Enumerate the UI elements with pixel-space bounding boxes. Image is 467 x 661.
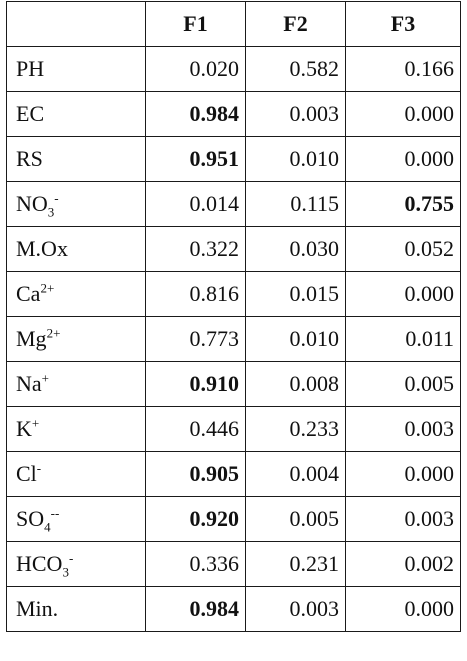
value-cell-f2: 0.004 [246, 452, 346, 497]
value-cell-f2: 0.115 [246, 182, 346, 227]
value-cell-f3: 0.755 [346, 182, 461, 227]
table-row [7, 497, 461, 542]
row-label [7, 47, 146, 92]
row-label-base: RS [16, 146, 43, 171]
row-label [7, 362, 146, 407]
value-cell-f2: 0.008 [246, 362, 346, 407]
value-cell-f3: 0.000 [346, 92, 461, 137]
value-cell-f1: 0.336 [146, 542, 246, 587]
value-cell-f1: 0.984 [146, 587, 246, 632]
table-row [7, 137, 461, 182]
value-cell-f1: 0.910 [146, 362, 246, 407]
value-cell-f1: 0.020 [146, 47, 246, 92]
value-cell-f2: 0.005 [246, 497, 346, 542]
row-label-base: SO [16, 506, 45, 531]
table-row [7, 47, 461, 92]
row-label [7, 452, 146, 497]
value-cell-f1: 0.920 [146, 497, 246, 542]
row-label-base: EC [16, 101, 45, 126]
table-row [7, 452, 461, 497]
header-cell-f2: F2 [246, 2, 346, 47]
value-cell-f2: 0.010 [246, 317, 346, 362]
row-label [7, 227, 146, 272]
value-cell-f3: 0.000 [346, 272, 461, 317]
value-cell-f2: 0.233 [246, 407, 346, 452]
row-label-base: NO [16, 191, 48, 216]
value-cell-f3: 0.002 [346, 542, 461, 587]
table-row [7, 272, 461, 317]
header-cell-f3: F3 [346, 2, 461, 47]
row-label [7, 587, 146, 632]
row-label-base: HCO [16, 551, 63, 576]
row-label-base: PH [16, 56, 45, 81]
row-label-superscript: + [31, 415, 40, 431]
value-cell-f1: 0.446 [146, 407, 246, 452]
value-cell-f1: 0.322 [146, 227, 246, 272]
value-cell-f1: 0.773 [146, 317, 246, 362]
row-label-subscript: 3 [47, 204, 55, 220]
row-label [7, 272, 146, 317]
value-cell-f3: 0.000 [346, 137, 461, 182]
value-cell-f2: 0.231 [246, 542, 346, 587]
row-label-superscript: 2+ [40, 280, 55, 296]
row-label [7, 497, 146, 542]
row-label-base: Ca [16, 281, 41, 306]
row-label-base: Mg [16, 326, 47, 351]
value-cell-f3: 0.003 [346, 407, 461, 452]
row-label-superscript: -- [50, 505, 60, 521]
value-cell-f3: 0.166 [346, 47, 461, 92]
row-label-superscript: + [41, 370, 49, 386]
table-row [7, 227, 461, 272]
table-row [7, 92, 461, 137]
value-cell-f3: 0.005 [346, 362, 461, 407]
row-label-superscript: - [68, 550, 74, 566]
row-label [7, 92, 146, 137]
row-label [7, 137, 146, 182]
row-label-superscript: - [54, 190, 59, 206]
value-cell-f1: 0.984 [146, 92, 246, 137]
table-row [7, 542, 461, 587]
table-row [7, 182, 461, 227]
table-body [7, 47, 461, 632]
value-cell-f3: 0.000 [346, 452, 461, 497]
value-cell-f2: 0.003 [246, 92, 346, 137]
row-label [7, 542, 146, 587]
row-label-subscript: 4 [44, 519, 51, 535]
value-cell-f3: 0.052 [346, 227, 461, 272]
table-row [7, 407, 461, 452]
header-cell-blank [7, 2, 146, 47]
row-label [7, 182, 146, 227]
row-label-base: K [16, 416, 32, 441]
table-header-row [7, 2, 461, 47]
value-cell-f3: 0.000 [346, 587, 461, 632]
row-label-base: Min. [16, 596, 59, 621]
row-label [7, 317, 146, 362]
row-label-base: M.Ox [16, 236, 68, 261]
value-cell-f1: 0.014 [146, 182, 246, 227]
row-label-superscript: 2+ [46, 325, 61, 341]
value-cell-f2: 0.015 [246, 272, 346, 317]
row-label-base: Na [16, 371, 42, 396]
table-row [7, 317, 461, 362]
row-label-base: Cl [16, 461, 37, 486]
row-label-superscript: - [36, 460, 42, 476]
value-cell-f3: 0.003 [346, 497, 461, 542]
value-cell-f2: 0.003 [246, 587, 346, 632]
value-cell-f2: 0.582 [246, 47, 346, 92]
value-cell-f2: 0.030 [246, 227, 346, 272]
value-cell-f1: 0.905 [146, 452, 246, 497]
value-cell-f2: 0.010 [246, 137, 346, 182]
table-row [7, 362, 461, 407]
value-cell-f3: 0.011 [346, 317, 461, 362]
row-label-subscript: 3 [62, 564, 69, 580]
factor-loadings-table [6, 1, 461, 632]
row-label [7, 407, 146, 452]
header-cell-f1: F1 [146, 2, 246, 47]
table-row [7, 587, 461, 632]
value-cell-f1: 0.816 [146, 272, 246, 317]
value-cell-f1: 0.951 [146, 137, 246, 182]
